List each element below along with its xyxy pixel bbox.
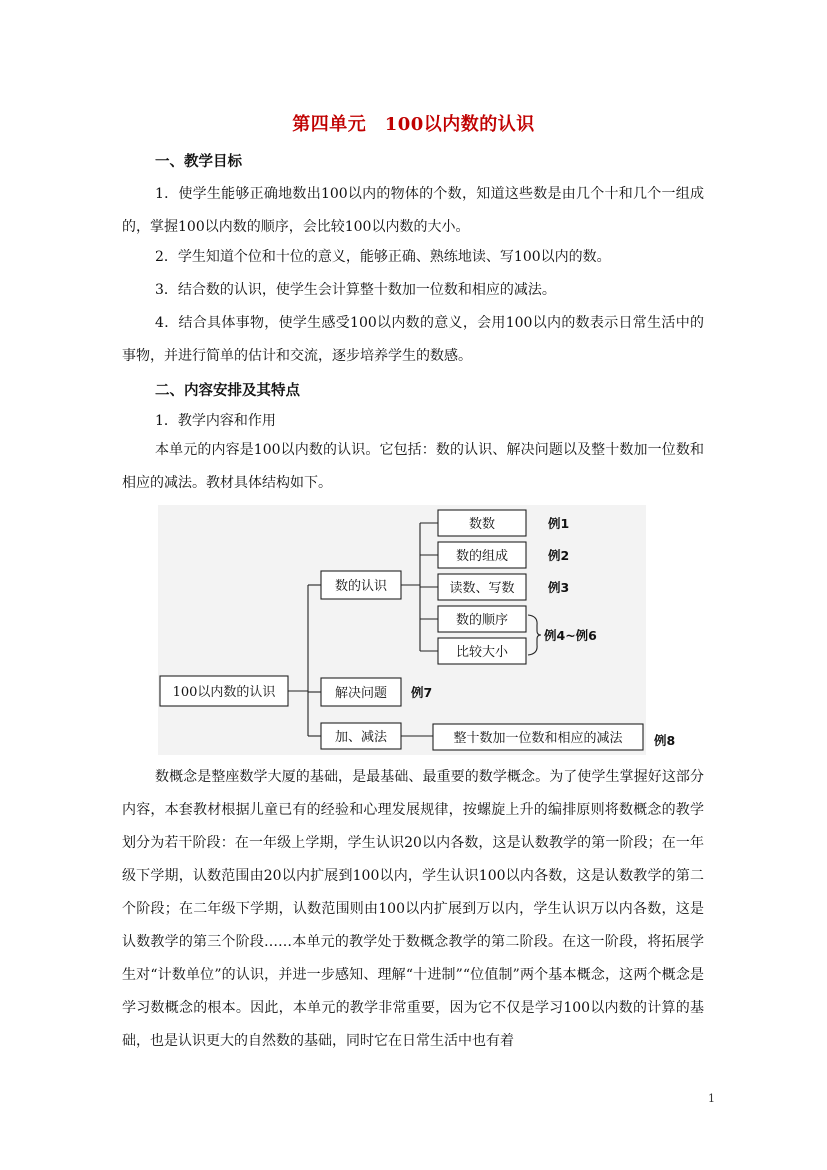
order-label: 数的顺序 [455,613,509,628]
section-heading-goals: 一、教学目标 [155,153,242,170]
readwrite-label: 读数、写数 [449,581,515,596]
section-heading-content: 二、内容安排及其特点 [155,382,300,399]
content-intro: 本单元的内容是100以内数的认识。它包括：数的认识、解决问题以及整十数加一位数和相应的减法。教材具体结构如下。 [122,442,704,491]
example-1: 例1 [548,516,570,531]
unit-title: 第四单元 100以内数的认识 [292,114,535,135]
compose-label: 数的组成 [455,549,509,564]
goal-item-2: 2．学生知道个位和十位的意义，能够正确、熟练地读、写100以内的数。 [155,249,611,265]
page-number: 1 [708,1092,715,1105]
count-label: 数数 [468,517,496,532]
example-4-6: 例4~例6 [544,628,597,643]
structure-diagram-svg [158,505,698,755]
goal-item-3: 3．结合数的认识，使学生会计算整十数加一位数和相应的减法。 [155,282,556,298]
addsub-label: 加、减法 [334,730,388,745]
example-3: 例3 [548,580,570,595]
goal-item-1: 1．使学生能够正确地数出100以内的物体的个数，知道这些数是由几个十和几个一组成的，掌握100以内数的顺序，会比较100以内数的大小。 [122,186,704,235]
goal-item-4: 4．结合具体事物，使学生感受100以内数的意义，会用100以内的数表示日常生活中的事物，并进行简单的估计和交流，逐步培养学生的数感。 [122,315,704,364]
structure-diagram [158,505,698,755]
example-7: 例7 [411,685,433,700]
subheading-content: 1．教学内容和作用 [155,413,276,429]
solve-label: 解决问题 [334,686,388,701]
content-body: 数概念是整座数学大厦的基础，是最基础、最重要的数学概念。为了使学生掌握好这部分内容，本套教材根据儿童已有的经验和心理发展规律，按螺旋上升的编排原则将数概念的教学划分为若干阶段：在一年级上学期，学生认识20以内各数，这是认数教学的第一阶段；在一年级下学期，认数范围由20以内扩展到100以内，学生认识100以内各数，这是认数教学的第二个阶段；在二年级下学期，认数范围则由100以内扩展到万以内，学生认识万以内各数，这是认数教学的第三个阶段……本单元的教学处于数概念教学的第二阶段。在这一阶段，将拓展学生对“计数单位”的认识，并进一步感知、理解“十进制”“位值制”两个基本概念，这两个概念是学习数概念的根本。因此，本单元的教学非常重要，因为它不仅是学习100以内数的计算的基础，也是认识更大的自然数的基础，同时它在日常生活中也有着 [122,769,704,1049]
recognize-label: 数的认识 [334,579,388,594]
tens-label: 整十数加一位数和相应的减法 [453,731,623,746]
example-2: 例2 [548,548,570,563]
compare-label: 比较大小 [455,645,509,660]
root-label: 100以内数的认识 [172,685,276,700]
example-8: 例8 [654,733,676,748]
